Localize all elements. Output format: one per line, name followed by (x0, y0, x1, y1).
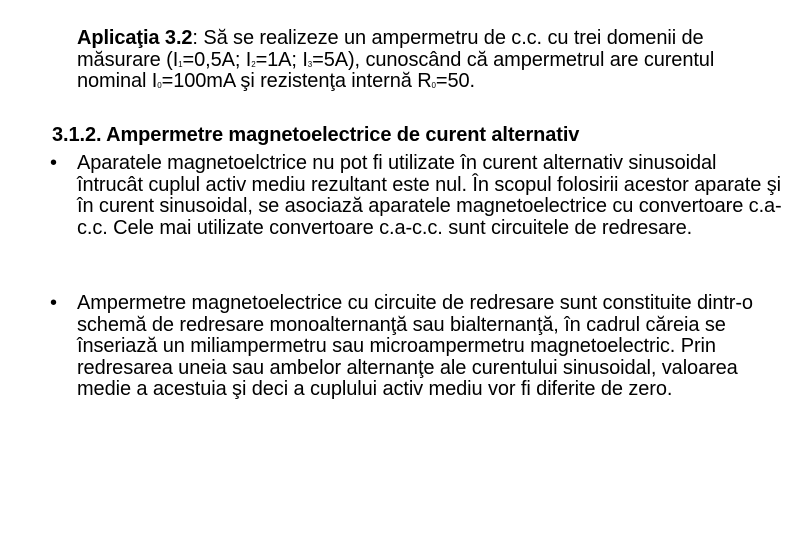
application-text: =50. (435, 70, 475, 93)
bullet-item (50, 292, 782, 401)
bullet-text: Ampermetre magnetoelectrice cu circuite de redresare sunt constituite dintr-o schemă de redresare monoalternanţă sau bialternanţă, în cadrul căreia se înseriază un miliampermetru sau microampermetru magnetoelectric. Prin redresarea uneia sau ambelor alternanţe ale curentului sinusoidal, valoarea medie a acestuia şi deci a cuplului activ mediu vor fi diferite de zero. (77, 292, 753, 401)
bullet-symbol: • (50, 292, 57, 314)
subscript: 0 (431, 81, 436, 91)
subscript: 2 (251, 59, 256, 69)
application-text: =100mA şi rezistenţa internă R (161, 70, 432, 93)
application-text: =1A; I (255, 48, 308, 71)
subscript: 3 (307, 59, 313, 69)
section-heading: 3.1.2. Ampermetre magnetoelectrice de curent alternativ (52, 124, 580, 146)
application-text: : Să se realizeze un ampermetru de c.c. cu trei domenii de măsurare (I (77, 27, 704, 71)
subscript: 1 (178, 59, 183, 69)
bullet-symbol: • (50, 152, 57, 174)
bullet-item (50, 152, 782, 239)
application-text: =5A), cunoscând că ampermetrul are curentul nominal I (77, 48, 715, 93)
application-text: =0,5A; I (182, 48, 252, 71)
bullet-text: Aparatele magnetoelctrice nu pot fi utilizate în curent alternativ sinusoidal întrucât cuplul activ mediu rezultant este nul. În scopul folosirii acestor aparate şi în curent sinusoidal, se asociază aparatele magnetoelectrice cu convertoare c.a-c.c. Cele mai utilizate convertoare c.a-c.c. sunt circuitele de redresare. (77, 152, 782, 239)
application-paragraph (77, 28, 787, 93)
application-label: Aplicaţia 3.2 (77, 27, 193, 49)
subscript: 0 (157, 81, 162, 91)
